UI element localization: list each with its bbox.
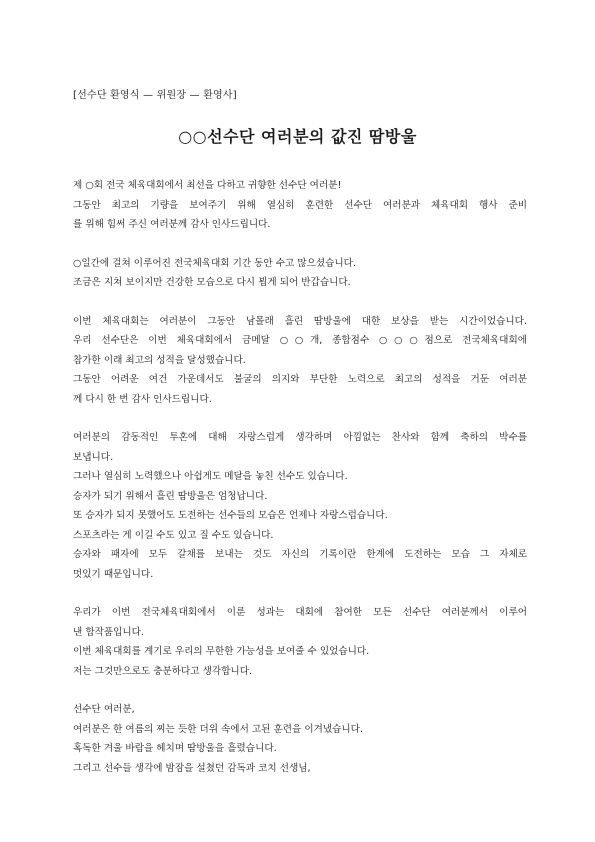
text-line: 승자와 패자에 모두 갈채를 보내는 것도 자신의 기록이란 한계에 도전하는 모습 그 자체로 [73,549,527,560]
text-line: 그동안 최고의 기량을 보여주기 위해 열심히 훈련한 선수단 여러분과 체육대회 행사 준비 [73,199,527,211]
speech-body [73,176,527,797]
text-line: 그러나 열심히 노력했으나 아쉽게도 메달을 놓친 선수도 있습니다. [73,471,348,482]
text-line: 께 다시 한 번 감사 인사드립니다. [73,393,212,405]
text-line: 혹독한 겨울 바람을 헤치며 땀방울을 흘렸습니다. [73,743,277,754]
page-title: ○○선수단 여러분의 값진 땀방울 [178,127,417,146]
text-line: 또 승자가 되지 못했어도 도전하는 선수들의 모습은 언제나 자랑스럽습니다. [73,510,388,521]
text-line: 이번 체육대회는 여러분이 그동안 남몰래 흘린 땀방울에 대한 보상을 받는 시간이었습니다. [73,315,527,327]
text-line: 여러분의 감동적인 투혼에 대해 자랑스럽게 생각하며 아낌없는 찬사와 함께 축하의 박수를 [73,432,527,443]
text-line: 이번 체육대회를 계기로 우리의 무한한 가능성을 보여줄 수 있었습니다. [73,646,370,657]
text-line: 우리 선수단은 이번 체육대회에서 금메달 ○○개, 종합점수 ○○○점으로 전국체육대회에 [73,335,527,346]
text-line: 우리가 이번 전국체육대회에서 이룬 성과는 대회에 참여한 모든 선수단 여러분께서 이루어 [73,607,527,618]
text-line: 참가한 이래 최고의 성적을 달성했습니다. [73,354,246,366]
text-line: 그동안 어려운 여건 가운데서도 불굴의 의지와 부단한 노력으로 최고의 성적을 거둔 여러분 [73,374,527,385]
text-line: 여러분은 한 여름의 찌는 듯한 더위 속에서 고된 훈련을 이겨냈습니다. [73,723,363,735]
text-line: 저는 그것만으로도 충분하다고 생각합니다. [73,665,253,677]
text-line: ○일간에 걸쳐 이루어진 전국체육대회 기간 동안 수고 많으셨습니다. [73,257,356,269]
text-line: 제 ○회 전국 체육대회에서 최선을 다하고 귀향한 선수단 여러분! [73,180,342,191]
text-line: 조금은 지쳐 보이지만 건강한 모습으로 다시 뵙게 되어 반갑습니다. [73,277,351,288]
text-line: 를 위해 힘써 주신 여러분께 감사 인사드립니다. [73,219,271,230]
text-line: 멋있기 때문입니다. [73,568,154,580]
paragraph [73,176,527,235]
text-line: 보냅니다. [73,451,114,463]
text-line: 승자가 되기 위해서 흘린 땀방울은 엄청납니다. [73,490,268,502]
text-line: 그리고 선수들 생각에 밤잠을 설쳤던 감독과 코치 선생님, [73,762,311,774]
header-note: [선수단 환영식 — 위원장 — 환영사] [73,90,237,101]
paragraph [73,603,527,681]
text-line: 스포츠라는 게 이길 수도 있고 질 수도 있습니다. [73,529,274,541]
text-line: 선수단 여러분, [73,704,135,715]
paragraph [73,428,527,584]
paragraph [73,700,527,778]
paragraph [73,312,527,410]
text-line: 낸 합작품입니다. [73,626,144,638]
paragraph [73,254,527,293]
